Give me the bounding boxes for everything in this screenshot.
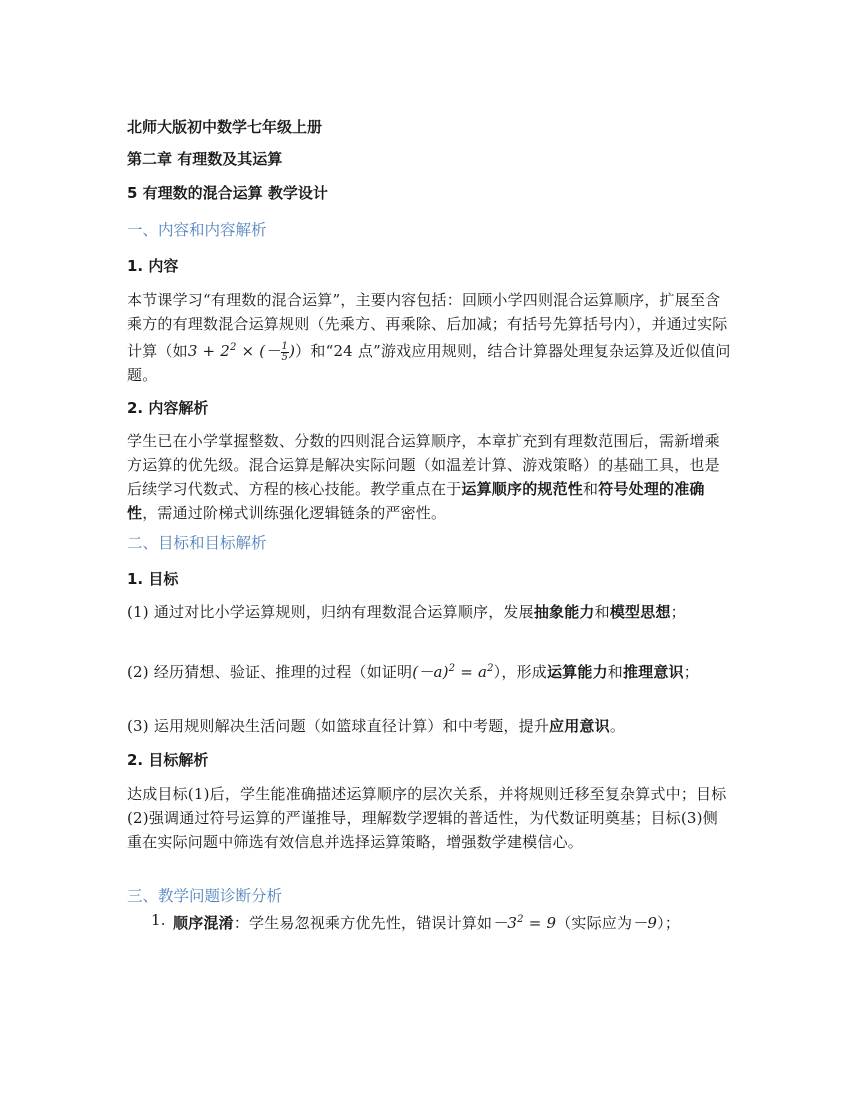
paragraph-text: ，需通过阶梯式训练强化逻辑链条的严密性。 xyxy=(142,504,447,522)
list-number: 1. xyxy=(151,911,166,929)
goal-text: 。 xyxy=(609,717,626,735)
goal-text: ），形成 xyxy=(493,663,547,681)
math-exponent: 2 xyxy=(487,663,494,674)
bold-text: 运算顺序的规范性 xyxy=(461,480,584,498)
goal-text: 和 xyxy=(594,603,610,621)
section-heading-content: 一、内容和内容解析 xyxy=(127,221,267,239)
math-expression xyxy=(187,340,296,363)
subheading-content-analysis: 2. 内容解析 xyxy=(127,399,209,417)
paragraph-text: 学生已在小学掌握整数、分数的四则混合运算顺序，本章扩充到有理数范围后，需新增乘方运算的优先级。混合运算是解决实际问题（如温差计算、游戏策略）的基础工具，也是后续学习代数式、方程的核心技能。教学重点在于 xyxy=(127,432,720,498)
fraction-numerator: 1 xyxy=(281,340,289,352)
goal-text: (1) 通过对比小学运算规则，归纳有理数混合运算顺序，发展 xyxy=(127,603,534,621)
bold-text: 顺序混淆 xyxy=(173,914,234,932)
list-text: ：学生易忽视乘方优先性，错误计算如 xyxy=(233,914,493,932)
paragraph-text: 和 xyxy=(583,480,599,498)
math-part: = 9 xyxy=(523,914,557,932)
bold-text: 符号处理的准确性 xyxy=(127,480,705,522)
doc-title-chapter: 第二章 有理数及其运算 xyxy=(127,150,283,168)
goal-text: (2) 经历猜想、验证、推理的过程（如证明 xyxy=(127,663,413,681)
bold-text: 推理意识 xyxy=(622,663,684,681)
math-part: (－a) xyxy=(412,663,449,681)
goal-text: 和 xyxy=(607,663,623,681)
section-heading-diagnosis: 三、教学问题诊断分析 xyxy=(127,887,283,905)
list-text: ）； xyxy=(657,914,681,932)
subheading-content: 1. 内容 xyxy=(127,257,179,275)
goal-item-3 xyxy=(127,714,731,738)
doc-title-lesson: 5 有理数的混合运算 教学设计 xyxy=(127,184,328,202)
paragraph-text: 本节课学习“有理数的混合运算”，主要内容包括：回顾小学四则混合运算顺序，扩展至含乘方的有理数混合运算规则（先乘方、再乘除、后加减；有括号先算括号内），并通过实际计算（如 xyxy=(127,291,728,360)
math-exponent: 2 xyxy=(230,342,237,353)
section-heading-goals: 二、目标和目标解析 xyxy=(127,534,267,552)
bold-text: 模型思想 xyxy=(609,603,671,621)
math-expression xyxy=(412,663,493,681)
math-part: = a xyxy=(455,663,488,681)
subheading-goals: 1. 目标 xyxy=(127,570,179,588)
bold-text: 抽象能力 xyxy=(533,603,595,621)
math-exponent: 2 xyxy=(517,914,524,925)
math-fraction xyxy=(281,342,290,363)
goal-text: (3) 运用规则解决生活问题（如篮球直径计算）和中考题，提升 xyxy=(127,717,550,735)
math-part: × (－ xyxy=(236,342,281,360)
math-part: ) xyxy=(289,342,296,360)
fraction-denominator: 5 xyxy=(281,351,289,363)
paragraph-goal-analysis: 达成目标(1)后，学生能准确描述运算顺序的层次关系，并将规则迁移至复杂算式中；目标(2)强调通过符号运算的严谨推导，理解数学逻辑的普适性，为代数证明奠基；目标(3)侧重在实际问题中筛选有效信息并选择运算策略，增强数学建模信心。 xyxy=(127,785,727,851)
goal-text: ； xyxy=(670,603,686,621)
goal-item-2 xyxy=(127,657,731,684)
goal-text: ； xyxy=(683,663,699,681)
goal-item-1 xyxy=(127,600,731,624)
bold-text: 运算能力 xyxy=(546,663,608,681)
doc-title-book: 北师大版初中数学七年级上册 xyxy=(127,118,323,136)
paragraph-content xyxy=(127,288,731,387)
diagnosis-list-item-1 xyxy=(127,908,731,935)
math-expression: －9 xyxy=(632,914,658,932)
math-exponent: 2 xyxy=(448,663,456,674)
paragraph-content-analysis xyxy=(127,429,731,525)
bold-text: 应用意识 xyxy=(549,717,610,735)
math-part: －3 xyxy=(492,914,518,932)
math-expression xyxy=(492,914,556,932)
math-part: 3 + 2 xyxy=(187,342,231,360)
paragraph-text: ）和“24 点”游戏应用规则，结合计算器处理复杂运算及近似值问题。 xyxy=(127,342,731,384)
list-text: （实际应为 xyxy=(556,914,633,932)
subheading-goal-analysis: 2. 目标解析 xyxy=(127,751,209,769)
